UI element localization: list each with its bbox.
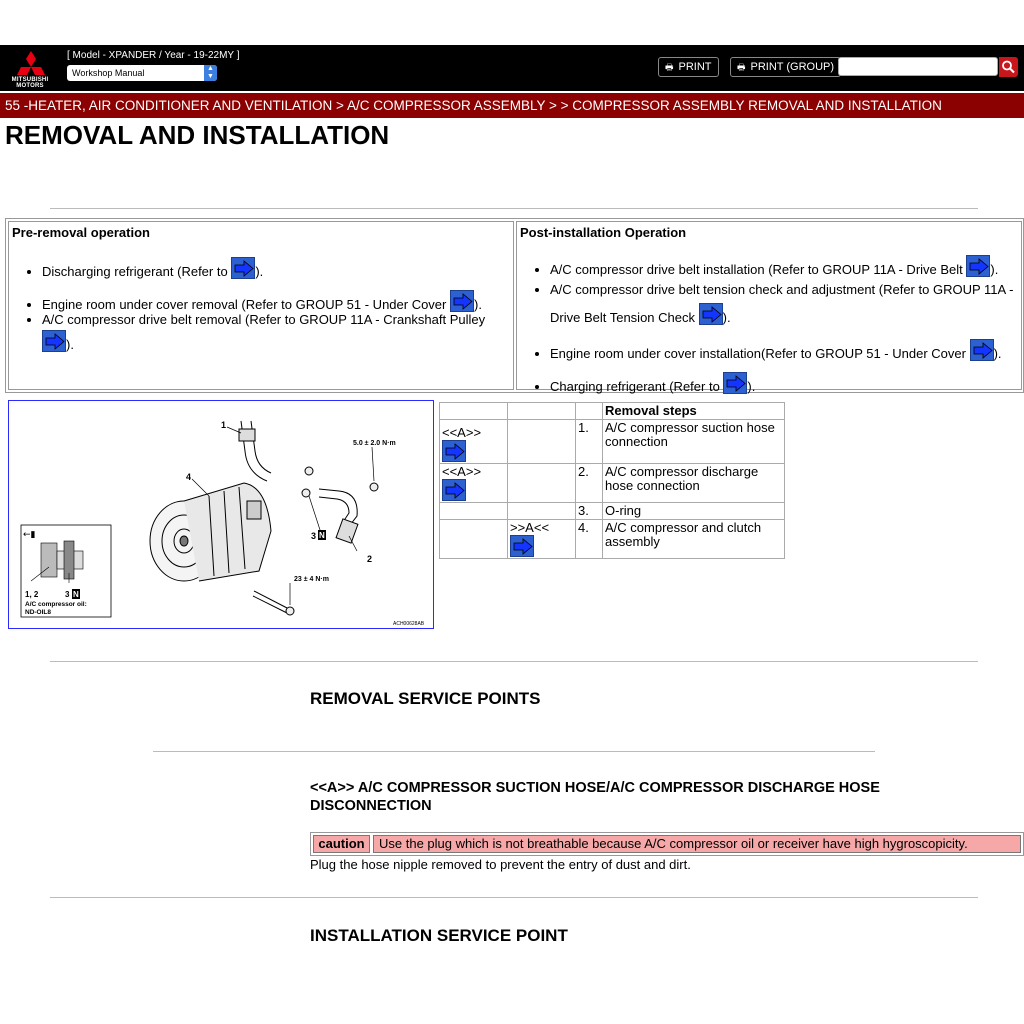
step-text: O-ring xyxy=(603,503,785,520)
printer-icon: 🖶 xyxy=(737,62,746,72)
callout-4: 4 xyxy=(186,472,192,482)
reference-link-button[interactable] xyxy=(450,290,474,312)
torque-bottom: 23 ± 4 N·m xyxy=(294,576,329,583)
step-number: 3. xyxy=(576,503,603,520)
search-icon xyxy=(999,57,1018,77)
page-title: REMOVAL AND INSTALLATION xyxy=(5,120,390,150)
callout-1: 1 xyxy=(221,420,227,430)
model-info: [ Model - XPANDER / Year - 19-22MY ] xyxy=(67,50,240,61)
caution-text: Use the plug which is not breathable because A/C compressor oil or receiver have high hygroscopicity. xyxy=(373,835,1021,853)
inset-label-3: 3 xyxy=(65,590,70,599)
reference-link-button[interactable] xyxy=(970,339,994,361)
table-row xyxy=(440,464,785,503)
step-text: A/C compressor suction hose connection xyxy=(603,420,785,464)
instruction-text: Plug the hose nipple removed to prevent the entry of dust and dirt. xyxy=(310,857,691,872)
oil-inset xyxy=(21,525,111,617)
printer-icon: 🖶 xyxy=(665,62,674,72)
service-ref-cell xyxy=(440,503,508,520)
caution-label: caution xyxy=(313,835,370,853)
list-item: • A/C compressor drive belt removal (Refer to GROUP 11A - Crankshaft Pulley ). xyxy=(42,312,513,352)
divider xyxy=(50,661,978,662)
arrow-right-icon xyxy=(702,306,722,323)
removal-service-points-heading: REMOVAL SERVICE POINTS xyxy=(310,689,541,708)
service-ref-cell: <<A>> xyxy=(440,464,508,503)
list-item: • Engine room under cover removal (Refer to GROUP 51 - Under Cover ). xyxy=(42,290,513,312)
figure-code: ACH00628AB xyxy=(393,621,425,627)
table-row xyxy=(440,503,785,520)
reference-link-button[interactable] xyxy=(231,257,255,279)
post-installation-list xyxy=(517,255,1021,394)
compressor-illustration xyxy=(9,401,435,630)
caution-box xyxy=(310,832,1024,856)
post-installation-heading: Post-installation Operation xyxy=(520,225,687,240)
print-group-button[interactable] xyxy=(730,57,841,77)
service-point-subheading: <<A>> A/C COMPRESSOR SUCTION HOSE/A/C COMPRESSOR DISCHARGE HOSE DISCONNECTION xyxy=(310,780,880,814)
pre-removal-cell xyxy=(8,221,514,390)
removal-steps-table xyxy=(439,402,785,559)
search-input[interactable] xyxy=(838,57,998,76)
callout-3: 3 xyxy=(311,531,317,541)
print-button[interactable] xyxy=(658,57,719,77)
service-point-link-button[interactable] xyxy=(442,479,466,501)
breadcrumb[interactable]: 55 -HEATER, AIR CONDITIONER AND VENTILATION > A/C COMPRESSOR ASSEMBLY > > COMPRESSOR ASSEMBLY REMOVAL AND INSTALLATION xyxy=(0,93,1024,118)
arrow-right-icon xyxy=(453,293,473,310)
print-group-label: PRINT (GROUP) xyxy=(750,61,835,73)
arrow-right-icon xyxy=(513,538,533,555)
step-number: 1. xyxy=(576,420,603,464)
inset-label: 1, 2 xyxy=(25,590,39,599)
top-bar xyxy=(0,45,1024,91)
list-item: • Charging refrigerant (Refer to ). xyxy=(550,372,1021,394)
arrow-right-icon xyxy=(973,342,993,359)
print-label: PRINT xyxy=(678,61,712,73)
reference-link-button[interactable] xyxy=(723,372,747,394)
operations-table xyxy=(5,218,1024,393)
divider xyxy=(153,751,875,752)
divider xyxy=(50,897,978,898)
manual-select-value: Workshop Manual xyxy=(72,68,145,78)
compressor-diagram xyxy=(8,400,434,629)
service-point-link-button[interactable] xyxy=(510,535,534,557)
arrow-right-icon xyxy=(969,258,989,275)
list-item: • Engine room under cover installation(Refer to GROUP 51 - Under Cover ). xyxy=(550,339,1021,361)
inset-arrow-icon: ←▮ xyxy=(23,530,36,540)
service-point-link-button[interactable] xyxy=(442,440,466,462)
divider xyxy=(50,208,978,209)
n-mark: N xyxy=(319,531,325,540)
removal-steps-header: Removal steps xyxy=(603,403,785,420)
step-number: 2. xyxy=(576,464,603,503)
manual-type-select[interactable] xyxy=(67,65,217,81)
post-installation-cell xyxy=(516,221,1022,394)
step-number: 4. xyxy=(576,520,603,559)
oil-label: A/C compressor oil: xyxy=(25,601,87,608)
installation-service-point-heading: INSTALLATION SERVICE POINT xyxy=(310,926,568,945)
list-item: • Discharging refrigerant (Refer to ). xyxy=(42,257,513,279)
inset-n-mark: N xyxy=(73,590,79,599)
select-chevron-icon: ▲ ▼ xyxy=(204,65,217,81)
compressor-body xyxy=(150,483,271,581)
list-item: • A/C compressor drive belt installation (Refer to GROUP 11A - Drive Belt ). xyxy=(550,255,1021,277)
arrow-right-icon xyxy=(445,443,465,460)
step-text: A/C compressor and clutch assembly xyxy=(603,520,785,559)
table-row xyxy=(440,420,785,464)
table-row xyxy=(440,520,785,559)
arrow-right-icon xyxy=(234,260,254,277)
list-item: • A/C compressor drive belt tension check and adjustment (Refer to GROUP 11A - Drive Belt Tension Check ). xyxy=(550,277,1021,331)
reference-link-button[interactable] xyxy=(966,255,990,277)
arrow-right-icon xyxy=(726,375,746,392)
table-header-row xyxy=(440,403,785,420)
search-button[interactable] xyxy=(999,57,1018,77)
pre-removal-list xyxy=(9,257,513,352)
reference-link-button[interactable] xyxy=(42,330,66,352)
pre-removal-heading: Pre-removal operation xyxy=(12,225,150,240)
callout-2: 2 xyxy=(367,554,373,564)
brand-name: MITSUBISHI MOTORS xyxy=(11,77,49,89)
arrow-right-icon xyxy=(45,333,65,350)
reference-link-button[interactable] xyxy=(699,303,723,325)
torque-top: 5.0 ± 2.0 N·m xyxy=(353,440,396,447)
step-text: A/C compressor discharge hose connection xyxy=(603,464,785,503)
service-ref-cell: >>A<< xyxy=(508,520,576,559)
oil-type: ND-OIL8 xyxy=(25,609,51,616)
service-ref-cell: <<A>> xyxy=(440,420,508,464)
arrow-right-icon xyxy=(445,482,465,499)
